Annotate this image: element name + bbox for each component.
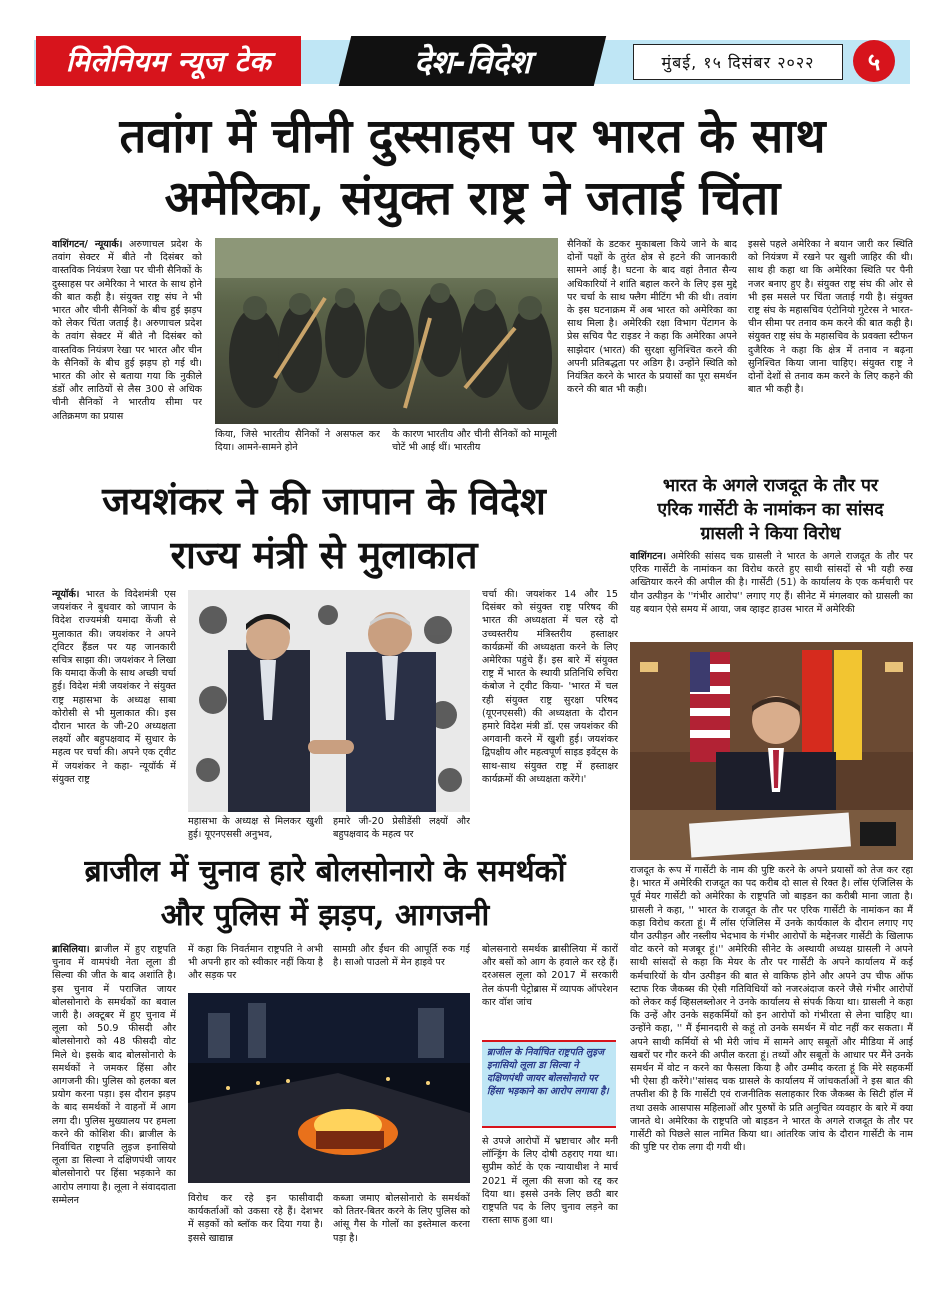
story1-headline	[30, 106, 915, 230]
story3-headline-line2: एरिक गार्सेटी के नामांकन का सांसद	[657, 500, 884, 520]
paper-name-box	[36, 36, 301, 86]
story2-column-1	[52, 588, 176, 841]
story2-col1-text: भारत के विदेशमंत्री एस जयशंकर ने बुधवार को जापान के विदेश राज्यमंत्री यमादा केंजी से मुलाकात की। जयशंकर ने अपने ट्विटर हैंडल पर यह जानकारी सचित्र साझा की। जयशंकर ने लिखा कि यमादा केंजी के साथ अच्छी चर्चा हुई। विदेश मंत्री जयशंकर ने संयुक्त राष्ट्र महासभा के अध्यक्ष साबा कोरोसी से भी मुलाकात की। इस दौरान भारत के जी-20 अध्यक्षता लक्ष्यों और बहुपक्षवाद में सुधार के महत्व पर चर्चा की। अपने एक ट्वीट में जयशंकर ने कहा- न्यूयॉर्क में संयुक्त राष्ट्र	[52, 589, 176, 785]
dateline-box	[633, 44, 843, 80]
story4-column-3-bottom	[333, 1192, 470, 1254]
story3-headline	[628, 474, 913, 546]
story2-col3-text: हमारे जी-20 प्रेसीडेंसी लक्ष्यों और बहुपक्षवाद के महत्व पर	[333, 816, 470, 841]
story4-col2-bottom-text: विरोध कर रहे इन फासीवादी कार्यकर्ताओं को उकसा रहे हैं। देशभर में सड़कों को ब्लॉक कर दिया गया है। इससे खाद्यान्न	[188, 1193, 323, 1244]
story4-column-4-bottom	[482, 1135, 618, 1255]
story4-photo-fire	[188, 993, 470, 1183]
story4-column-4-top	[482, 943, 618, 1035]
story1-headline-line1: तवांग में चीनी दुस्साहस पर भारत के साथ	[119, 109, 826, 164]
signing-image	[630, 642, 913, 860]
story2-headline	[30, 474, 618, 582]
section-label: देश-विदेश	[414, 42, 531, 81]
story3-top-text	[630, 550, 913, 642]
page-number: ५	[867, 47, 881, 76]
story2-col4-text: चर्चा की। जयशंकर 14 और 15 दिसंबर को संयुक्त राष्ट्र परिषद की भारत की अध्यक्षता में चल रहे दो उच्चस्तरीय मंत्रिस्तरीय हस्ताक्षर कार्यक्रमों की अध्यक्षता करने के लिए अमेरिका पहुंचे हैं। इस बारे में संयुक्त राष्ट्र में भारत के स्थायी प्रतिनिधि रुचिरा कंबोज ने ट्वीट किया- 'भारत में चल रही संयुक्त राष्ट्र सुरक्षा परिषद (यूएनएससी) की अध्यक्षता के दौरान हमारे विदेश मंत्री डॉ. एस जयशंकर की अगवानी करने में खुशी हुई। जयशंकर द्विपक्षीय और महत्वपूर्ण साइड इवेंट्स के साथ-साथ संयुक्त राष्ट्र में हस्ताक्षर कार्यक्रमों की अध्यक्षता करेंगे।'	[482, 589, 618, 785]
issue-date: मुंबई, १५ दिसंबर २०२२	[661, 53, 815, 72]
story4-column-3-top	[333, 943, 470, 988]
handshake-image	[188, 590, 470, 812]
story3-bottom-text	[630, 864, 913, 1254]
story1-col5-text: इससे पहले अमेरिका ने बयान जारी कर स्थिति को नियंत्रण में रखने पर खुशी जाहिर की थी। साथ ही कहा था कि अमेरिका स्थिति पर पैनी नजर बनाए हुए है। संयुक्त राष्ट्र संघ की ओर से भी इस मसले पर चिंता जताई गयी है। संयुक्त राष्ट्र संघ के महासचिव एंटोनियो गुटेरस ने भारत-चीन सीमा पर तनाव कम करने की बात कही है। संयुक्त राष्ट्र संघ के महासचिव के प्रवक्ता स्टीफन दुजैरिक ने कहा कि क्षेत्र में तनाव न बढ़ना सुनिश्चित किया जाना चाहिए। संयुक्त राष्ट्र ने दोनों देशों से तनाव कम करने के लिए कहने की बात भी कही है।	[748, 239, 913, 396]
story4-pullquote: ब्राजील के निर्वाचित राष्ट्रपति लुइज इनासियो लूला डा सिल्वा ने दक्षिणपंथी जायर बोलसोनारो पर हिंसा भड़काने का आरोप लगाया है।	[487, 1047, 609, 1097]
story1-dateline: वाशिंगटन/ न्यूयार्क।	[52, 239, 123, 250]
story2-column-4	[482, 588, 618, 841]
story1-col3-text: के कारण भारतीय और चीनी सैनिकों को मामूली चोटें भी आई थीं। भारतीय	[392, 429, 557, 454]
story4-headline-line2: और पुलिस में झड़प, आगजनी	[160, 898, 490, 933]
story2-photo-handshake	[188, 590, 470, 812]
story4-headline-line1: ब्राजील में चुनाव हारे बोलसोनारो के समर्थकों	[84, 854, 566, 889]
story3-photo-garcetti	[630, 642, 913, 860]
section-label-wrap	[345, 36, 600, 86]
story1-col2-text: किया, जिसे भारतीय सैनिकों ने असफल कर दिया। आमने-सामने होने	[215, 429, 380, 454]
story3-top-text-body: अमेरिकी सांसद चक ग्रासली ने भारत के अगले राजदूत के तौर पर एरिक गार्सेटी के नामांकन का विरोध करते हुए साथी सांसदों से भी यही रुख अख्तियार करने की अपील की है। गार्सेटी (51) के कार्यालय के एक कर्मचारी पर यौन उत्पीड़न के ''गंभीर आरोप'' लगाए गए हैं। सीनेट में मंगलवार को ग्रासली का यह बयान ऐसे समय में आया, जब व्हाइट हाउस भारत में अमेरिकी	[630, 551, 913, 615]
story4-col3-bottom-text: कब्जा जमाए बोलसोनारो के समर्थकों को तितर-बितर करने के लिए पुलिस को आंसू गैस के गोलों का इस्तेमाल करना पड़ा है।	[333, 1193, 470, 1244]
page-number-badge	[853, 40, 895, 82]
story2-column-2	[188, 815, 323, 843]
soldiers-clash-image	[215, 238, 558, 424]
story4-headline	[30, 850, 620, 938]
masthead	[0, 0, 945, 100]
paper-name: मिलेनियम न्यूज टेक	[65, 45, 272, 78]
story1-col4-text: सैनिकों के डटकर मुकाबला किये जाने के बाद दोनों पक्षों के तुरंत क्षेत्र से हटने की जानकारी सामने आई है। घटना के बाद वहां तैनात सैन्य अधिकारियों ने शांति बहाल करने के लिए इस मुद्दे पर चर्चा के साथ फ्लैग मीटिंग भी की थी। तवांग के इस घटनाक्रम में अब भारत को अमेरिका का साथ मिला है। अमेरिकी रक्षा विभाग पेंटागन के प्रेस सचिव पैट राइडर ने कहा कि अमेरिका अपने साझेदार (भारत) की सुरक्षा सुनिश्चित करने की अपनी प्रतिबद्धता पर अडिग है। उन्होंने स्थिति को नियंत्रित करने के भारत के प्रयासों का पूरा समर्थन करने की बात भी कही।	[567, 239, 737, 396]
burning-bus-image	[188, 993, 470, 1183]
story3-headline-line3: ग्रासली ने किया विरोध	[700, 524, 841, 544]
story2-col2-text: महासभा के अध्यक्ष से मिलकर खुशी हुई। यूएनएससी अनुभव,	[188, 816, 323, 841]
story4-dateline: ब्रासिलिया।	[52, 944, 90, 955]
story2-column-3	[333, 815, 470, 843]
story4-col4-bottom-text: से उपजे आरोपों में भ्रष्टाचार और मनी लॉन्ड्रिंग के लिए दोषी ठहराए गया था। सुप्रीम कोर्ट के एक न्यायाधीश ने मार्च 2021 में लूला की सजा को रद्द कर दिया था। इससे उनके लिए छठी बार राष्ट्रपति पद के लिए चुनाव लड़ने का रास्ता साफ हुआ था।	[482, 1136, 618, 1227]
story3-dateline: वाशिंगटन।	[630, 551, 667, 562]
story4-col2-top-text: में कहा कि निवर्तमान राष्ट्रपति ने अभी भी अपनी हार को स्वीकार नहीं किया है और सड़क पर	[188, 944, 323, 982]
story1-photo-clash	[215, 238, 558, 424]
story3-bottom-text-body: राजदूत के रूप में गार्सेटी के नाम की पुष्टि करने के अपने प्रयासों को तेज कर रहा है। भारत में अमेरिकी राजदूत का पद करीब दो साल से रिक्त है। लॉस एंजिलिस के पूर्व मेयर गार्सेटी को अमेरिका के राष्ट्रपति जो बाइडन का करीबी माना जाता है।ग्रासली ने कहा, '' भारत के राजदूत के तौर पर एरिक गार्सेटी के नामांकन का मैं कड़ा विरोध करता हूं। मैं लॉस एंजिलिस में उनके कार्यकाल के दौरान लगाए गए यौन उत्पीड़न और नस्लीय भेदभाव के गंभीर आरोपों के मद्देनजर गार्सेटी के खिलाफ वोट करने को मजबूर हूं।'' अमेरिकी सीनेट के अस्थायी अध्यक्ष ग्रासली ने अपने साथी सांसदों से कहा कि मेयर के तौर पर गार्सेटी के अपने कार्यालय में कई कर्मचारियों के यौन उत्पीड़न की बात से वाकिफ होने और अपने उप चीफ ऑफ स्टाफ रिक जैकब्स की ऐसी गतिविधियों को नजरअंदाज करने जैसे गंभीर आरोपों को लेकर कई व्हिसलब्लोअर ने उनके कार्यालय से संपर्क किया था। ग्रासली ने कहा कि उन्हें और उनके सहकर्मियों को इन आरोपों को गंभीरता से लेना चाहिए था। उन्होंने कहा, '' मैं ईमानदारी से कहूं तो उनके समर्थन में वोट नहीं कर सकता। मैं अपने साथी कर्मियों से भी मेरी जांच में सामने आए सबूतों और मीडिया में आई खबरों पर गौर करने की अपील करता हूं। तथ्यों और सबूतों के आधार पर मैंने उनके समर्थन में वोट न करने का फैसला किया है और उम्मीद करता हूं कि मेरे सहकर्मी भी ऐसा ही करेंगे।''सांसद चक ग्रासले के कार्यालय में जांचकर्ताओं ने इस बात की तफ्तीश की है कि गार्सेटी एवं राजनीतिक सलाहकार रिक जैकब्स के सिटी हॉल में तथा उसके आसपास महिलाओं और पुरुषों के प्रति अनुचित व्यवहार के बारे में क्या जानते थे। अमेरिका के राष्ट्रपति जो बाइडन ने भारत के अगले राजदूत के तौर पर गार्सेटी को पिछले साल नामित किया था। आंतरिक जांच के दौरान गार्सेटी के नाम की पुष्टि पर रोक लगा दी गयी थी।	[630, 865, 913, 1154]
story4-pullquote-box	[482, 1040, 616, 1128]
story1-column-5	[748, 238, 913, 460]
story1-column-1	[52, 238, 202, 460]
story1-column-3	[392, 428, 557, 460]
story2-headline-line1: जयशंकर ने की जापान के विदेश	[102, 478, 546, 523]
story4-column-2-top	[188, 943, 323, 988]
story4-col1-text: ब्राजील में हुए राष्ट्रपति चुनाव में वामपंथी नेता लूला डी सिल्वा की जीत के बाद अशांति है। इस चुनाव में पराजित जायर बोलसोनारो के समर्थकों का बवाल जारी है। अक्टूबर में हुए चुनाव में लूला को 50.9 फीसदी और बोलसोनारो को 48 फीसदी वोट मिले थे। इसके बाद बोलसोनारो के समर्थकों ने जमकर हिंसा और आगजनी की। पुलिस को हलका बल प्रयोग करना पड़ा। इस दौरान झड़प के बाद समर्थकों ने वाहनों में आग लगा दी। पुलिस मुख्यालय पर हमला करने की कोशिश की। ब्राजील के निर्वाचित राष्ट्रपति लुइज इनासियो लूला डा सिल्वा ने दक्षिणपंथी जायर बोलसोनारो पर हिंसा भड़काने का आरोप लगाया है। लूला ने संवाददाता सम्मेलन	[52, 944, 176, 1206]
story4-col3-top-text: सामग्री और ईंधन की आपूर्ति रुक गई है। साओ पाउलो में मेन हाइवे पर	[333, 944, 470, 969]
story2-dateline: न्यूयॉर्क।	[52, 589, 80, 600]
story1-column-2	[215, 428, 380, 460]
story3-headline-line1: भारत के अगले राजदूत के तौर पर	[662, 476, 879, 496]
story4-col4-text: बोलसनारो समर्थक ब्रासीलिया में कारों और बसों को आग के हवाले कर रहे हैं। दरअसल लूला को 2017 में सरकारी तेल कंपनी पेट्रोब्रास में व्यापक ऑपरेशन कार वॉश जांच	[482, 944, 618, 1008]
story1-headline-line2: अमेरिका, संयुक्त राष्ट्र ने जताई चिंता	[164, 171, 781, 226]
story1-column-4	[567, 238, 737, 460]
story4-column-1	[52, 943, 176, 1255]
story1-col1-text: अरुणाचल प्रदेश के तवांग सेक्टर में बीते नौ दिसंबर को वास्तविक नियंत्रण रेखा पर चीनी सैनिकों के दुस्साहस पर अमेरिका ने भारत के साथ होने की बात कही है। संयुक्त राष्ट्र संघ ने भी भारत और चीनी सैनिकों के बीच हुई झड़प को लेकर चिंता जताई है। अरुणाचल प्रदेश के तवांग सेक्टर में बीते नौ दिसंबर को वास्तविक नियंत्रण रेखा पर भारत और चीन के सैनिकों के बीच हुई झड़प हो गई थी। भारत की ओर से बताया गया कि नुकीले डंडों और लाठियों से लैस 300 से अधिक चीनी सैनिकों ने भारतीय सीमा पर अतिक्रमण का प्रयास	[52, 239, 202, 422]
story4-column-2-bottom	[188, 1192, 323, 1254]
story2-headline-line2: राज्य मंत्री से मुलाकात	[170, 532, 478, 577]
